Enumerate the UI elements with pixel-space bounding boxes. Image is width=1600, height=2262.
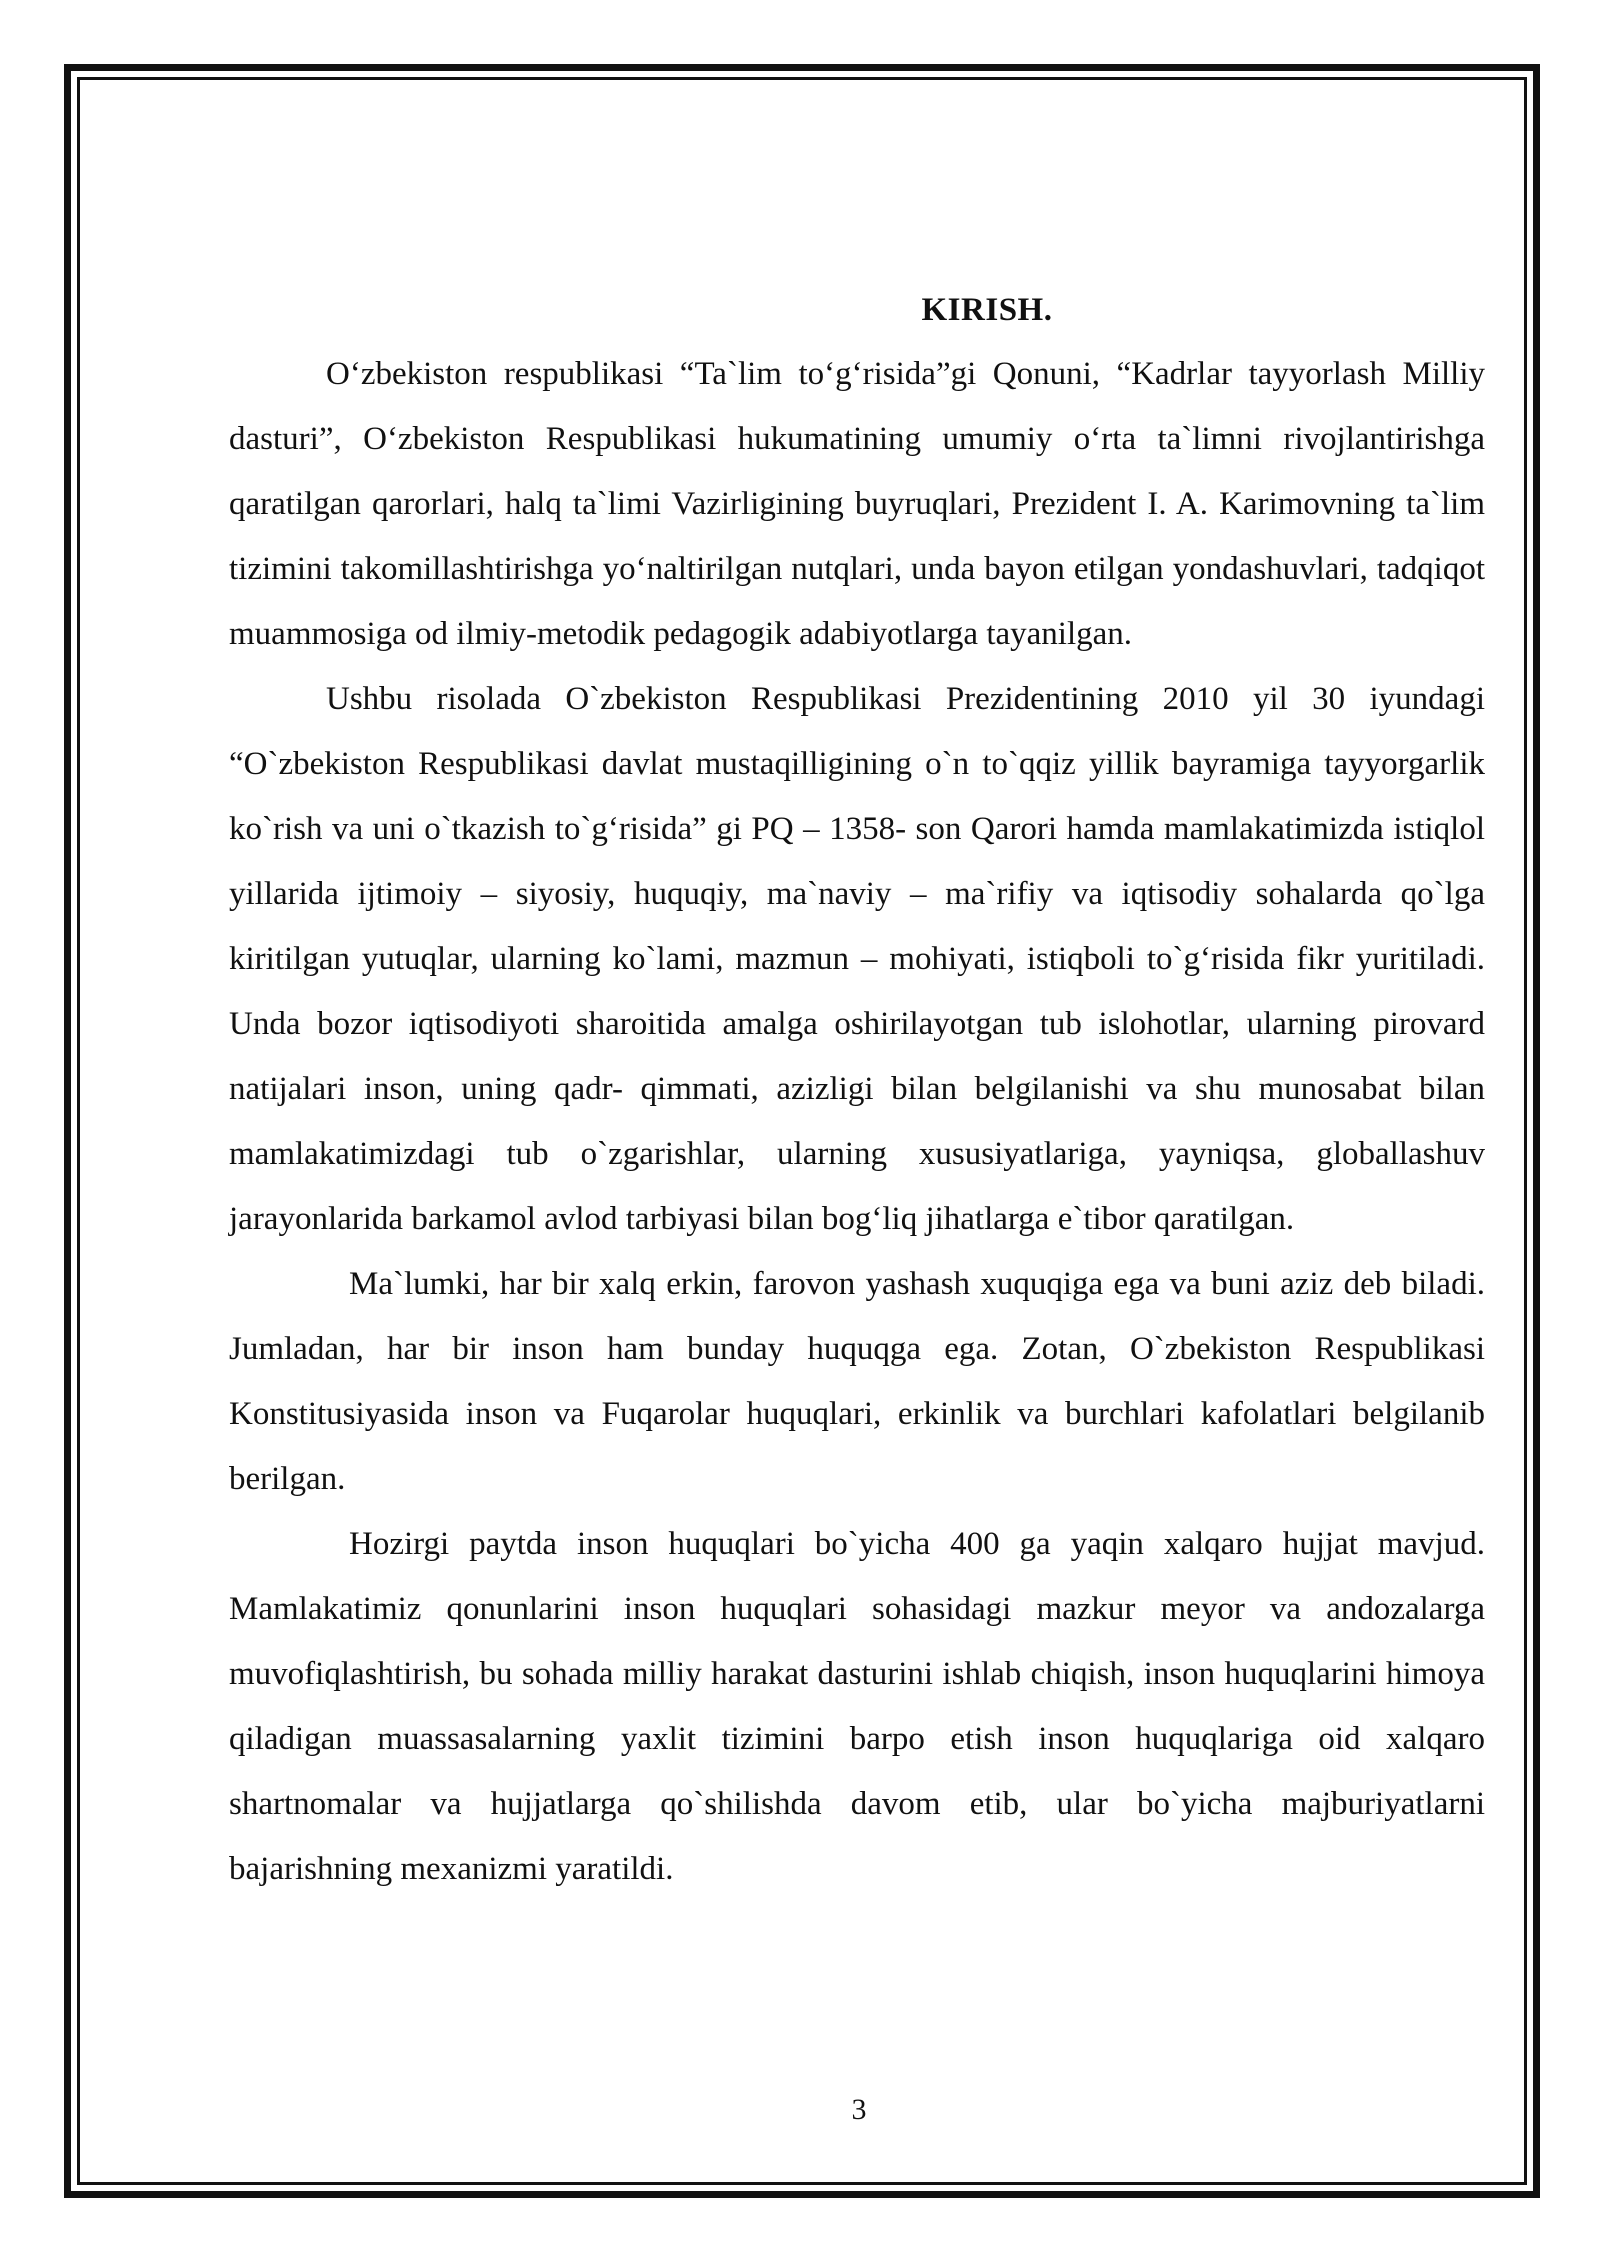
paragraph-2: Ushbu risolada O`zbekiston Respublikasi Prezidentining 2010 yil 30 iyundagi “O`zbekiston Respublikasi davlat mustaqilligining o`n to`qqiz yillik bayramiga tayyorgarlik ko`rish va uni o`tkazish to`g‘risida” gi PQ – 1358- son Qarori hamda mamlakatimizda istiqlol yillarida ijtimoiy – siyosiy, huquqiy, ma`naviy – ma`rifiy va iqtisodiy sohalarda qo`lga kiritilgan yutuqlar, ularning ko`lami, mazmun – mohiyati, istiqboli to`g‘risida fikr yuritiladi. Unda bozor iqtisodiyoti sharoitida amalga oshirilayotgan tub islohotlar, ularning pirovard natijalari inson, uning qadr- qimmati, azizligi bilan belgilanishi va shu munosabat bilan mamlakatimizdagi tub o`zgarishlar, ularning xususiyatlariga, yayniqsa, globallashuv jarayonlarida barkamol avlod tarbiyasi bilan bog‘liq jihatlarga e`tibor qaratilgan.	[229, 681, 1485, 1237]
paragraph-3: Ma`lumki, har bir xalq erkin, farovon yashash xuquqiga ega va buni aziz deb biladi. Jumladan, har bir inson ham bunday huquqga ega. Zotan, O`zbekiston Respublikasi Konstitusiyasida inson va Fuqarolar huquqlari, erkinlik va burchlari kafolatlari belgilanib berilgan.	[229, 1266, 1485, 1497]
paragraph-4: Hozirgi paytda inson huquqlari bo`yicha 400 ga yaqin xalqaro hujjat mavjud. Mamlakatimiz qonunlarini inson huquqlari sohasidagi mazkur meyor va andozalarga muvofiqlashtirish, bu sohada milliy harakat dasturini ishlab chiqish, inson huquqlarini himoya qiladigan muassasalarning yaxlit tizimini barpo etish inson huquqlariga oid xalqaro shartnomalar va hujjatlarga qo`shilishda davom etib, ular bo`yicha majburiyatlarni bajarishning mexanizmi yaratildi.	[229, 1526, 1485, 1887]
section-heading: KIRISH.	[921, 292, 1053, 328]
page-number: 3	[851, 2093, 867, 2126]
paragraph-1: O‘zbekiston respublikasi “Ta`lim to‘g‘risida”gi Qonuni, “Kadrlar tayyorlash Milliy dasturi”, O‘zbekiston Respublikasi hukumatining umumiy o‘rta ta`limni rivojlantirishga qaratilgan qarorlari, halq ta`limi Vazirligining buyruqlari, Prezident I. A. Karimovning ta`lim tizimini takomillashtirishga yo‘naltirilgan nutqlari, unda bayon etilgan yondashuvlari, tadqiqot muammosiga od ilmiy-metodik pedagogik adabiyotlarga tayanilgan.	[229, 356, 1485, 652]
document-body	[229, 280, 1485, 1902]
